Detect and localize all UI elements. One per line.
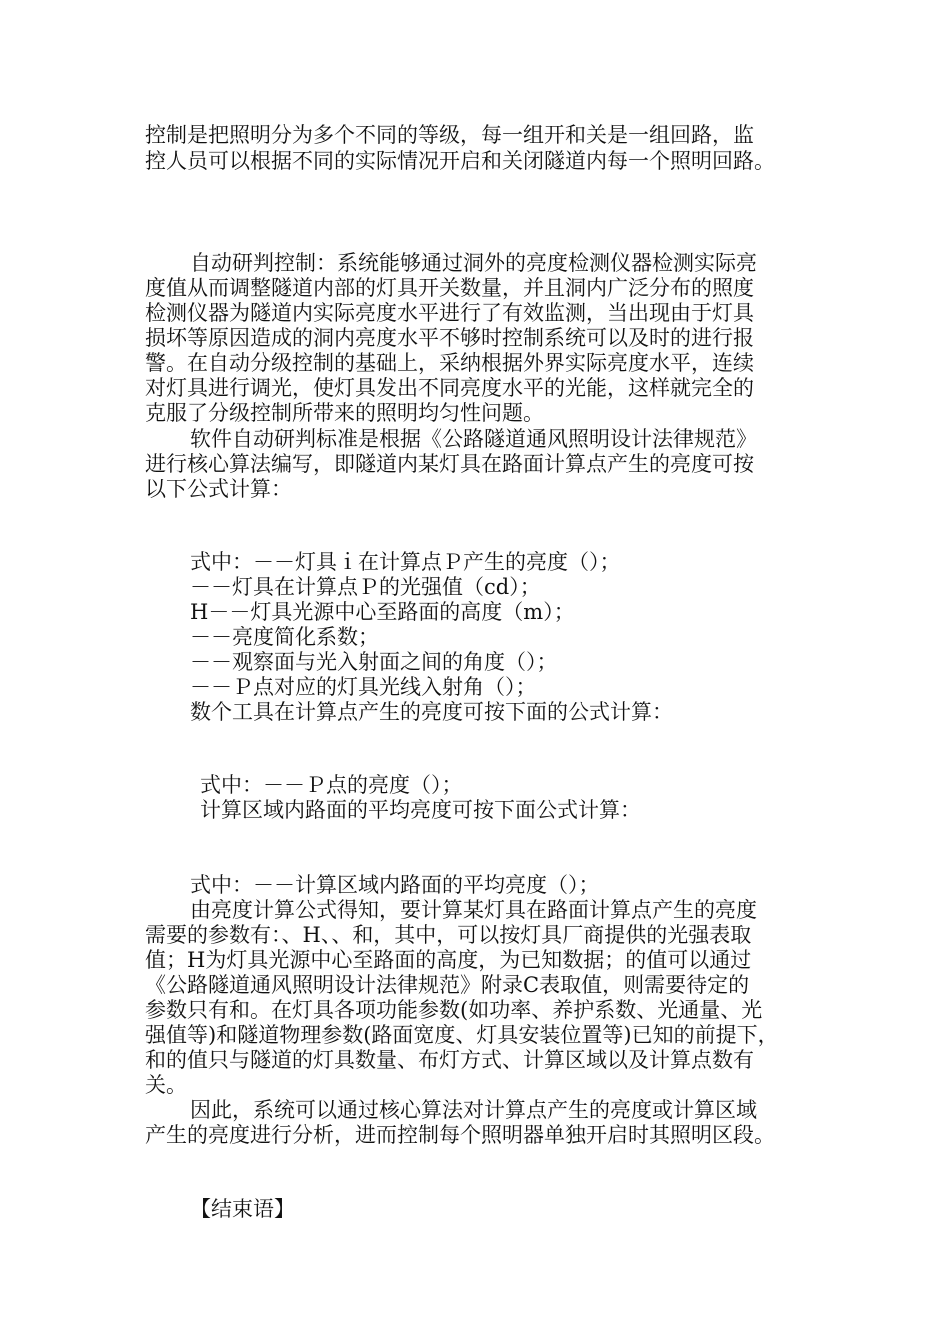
text-line: 式中：－－计算区域内路面的平均亮度（）； xyxy=(190,873,600,897)
text-line: 由亮度计算公式得知，要计算某灯具在路面计算点产生的亮度 xyxy=(190,898,757,922)
text-line: 参数只有和。在灯具各项功能参数(如功率、养护系数、光通量、光 xyxy=(145,998,763,1022)
text-line: 《公路隧道通风照明设计法律规范》附录C表取值，则需要待定的 xyxy=(145,973,750,997)
text-line: 控制是把照明分为多个不同的等级，每一组开和关是一组回路，监 xyxy=(145,123,754,147)
text-line: 式中：－－Ｐ点的亮度（）； xyxy=(200,773,463,797)
text-line: －－灯具在计算点Ｐ的光强值（cd）； xyxy=(190,575,541,599)
text-line: 关。 xyxy=(145,1073,187,1097)
text-line: 需要的参数有：、H、、和，其中，可以按灯具厂商提供的光强表取 xyxy=(145,923,752,947)
text-line: 因此，系统可以通过核心算法对计算点产生的亮度或计算区域 xyxy=(190,1098,757,1122)
text-line: 损坏等原因造成的洞内亮度水平不够时控制系统可以及时的进行报 xyxy=(145,326,754,350)
text-line: H－－灯具光源中心至路面的高度（m）； xyxy=(190,600,575,624)
text-line: 计算区域内路面的平均亮度可按下面公式计算： xyxy=(200,798,641,822)
text-line: 进行核心算法编写，即隧道内某灯具在路面计算点产生的亮度可按 xyxy=(145,452,754,476)
text-line: 控人员可以根据不同的实际情况开启和关闭隧道内每一个照明回路。 xyxy=(145,149,775,173)
text-line: 软件自动研判标准是根据《公路隧道通风照明设计法律规范》 xyxy=(190,427,757,451)
text-line: 值；H为灯具光源中心至路面的高度，为已知数据；的值可以通过 xyxy=(145,948,752,972)
text-line: 式中：－－灯具ｉ在计算点Ｐ产生的亮度（）； xyxy=(190,550,621,574)
text-line: 检测仪器为隧道内实际亮度水平进行了有效监测，当出现由于灯具 xyxy=(145,301,754,325)
text-line: －－亮度简化系数； xyxy=(190,625,379,649)
text-line: 对灯具进行调光，使灯具发出不同亮度水平的光能，这样就完全的 xyxy=(145,376,754,400)
text-line: 克服了分级控制所带来的照明均匀性问题。 xyxy=(145,401,544,425)
text-line: 以下公式计算： xyxy=(145,477,292,501)
text-line: －－观察面与光入射面之间的角度（）； xyxy=(190,650,558,674)
text-line: 产生的亮度进行分析，进而控制每个照明器单独开启时其照明区段。 xyxy=(145,1123,775,1147)
text-line: 度值从而调整隧道内部的灯具开关数量，并且洞内广泛分布的照度 xyxy=(145,276,754,300)
text-line: 数个工具在计算点产生的亮度可按下面的公式计算： xyxy=(190,700,673,724)
section-heading: 【结束语】 xyxy=(190,1197,295,1221)
text-line: 和的值只与隧道的灯具数量、布灯方式、计算区域以及计算点数有 xyxy=(145,1048,754,1072)
text-line: 自动研判控制：系统能够通过洞外的亮度检测仪器检测实际亮 xyxy=(190,251,757,275)
text-line: 强值等)和隧道物理参数(路面宽度、灯具安装位置等)已知的前提下， xyxy=(145,1023,779,1047)
text-line: 警。在自动分级控制的基础上，采纳根据外界实际亮度水平，连续 xyxy=(145,351,754,375)
text-line: －－Ｐ点对应的灯具光线入射角（）； xyxy=(190,675,537,699)
